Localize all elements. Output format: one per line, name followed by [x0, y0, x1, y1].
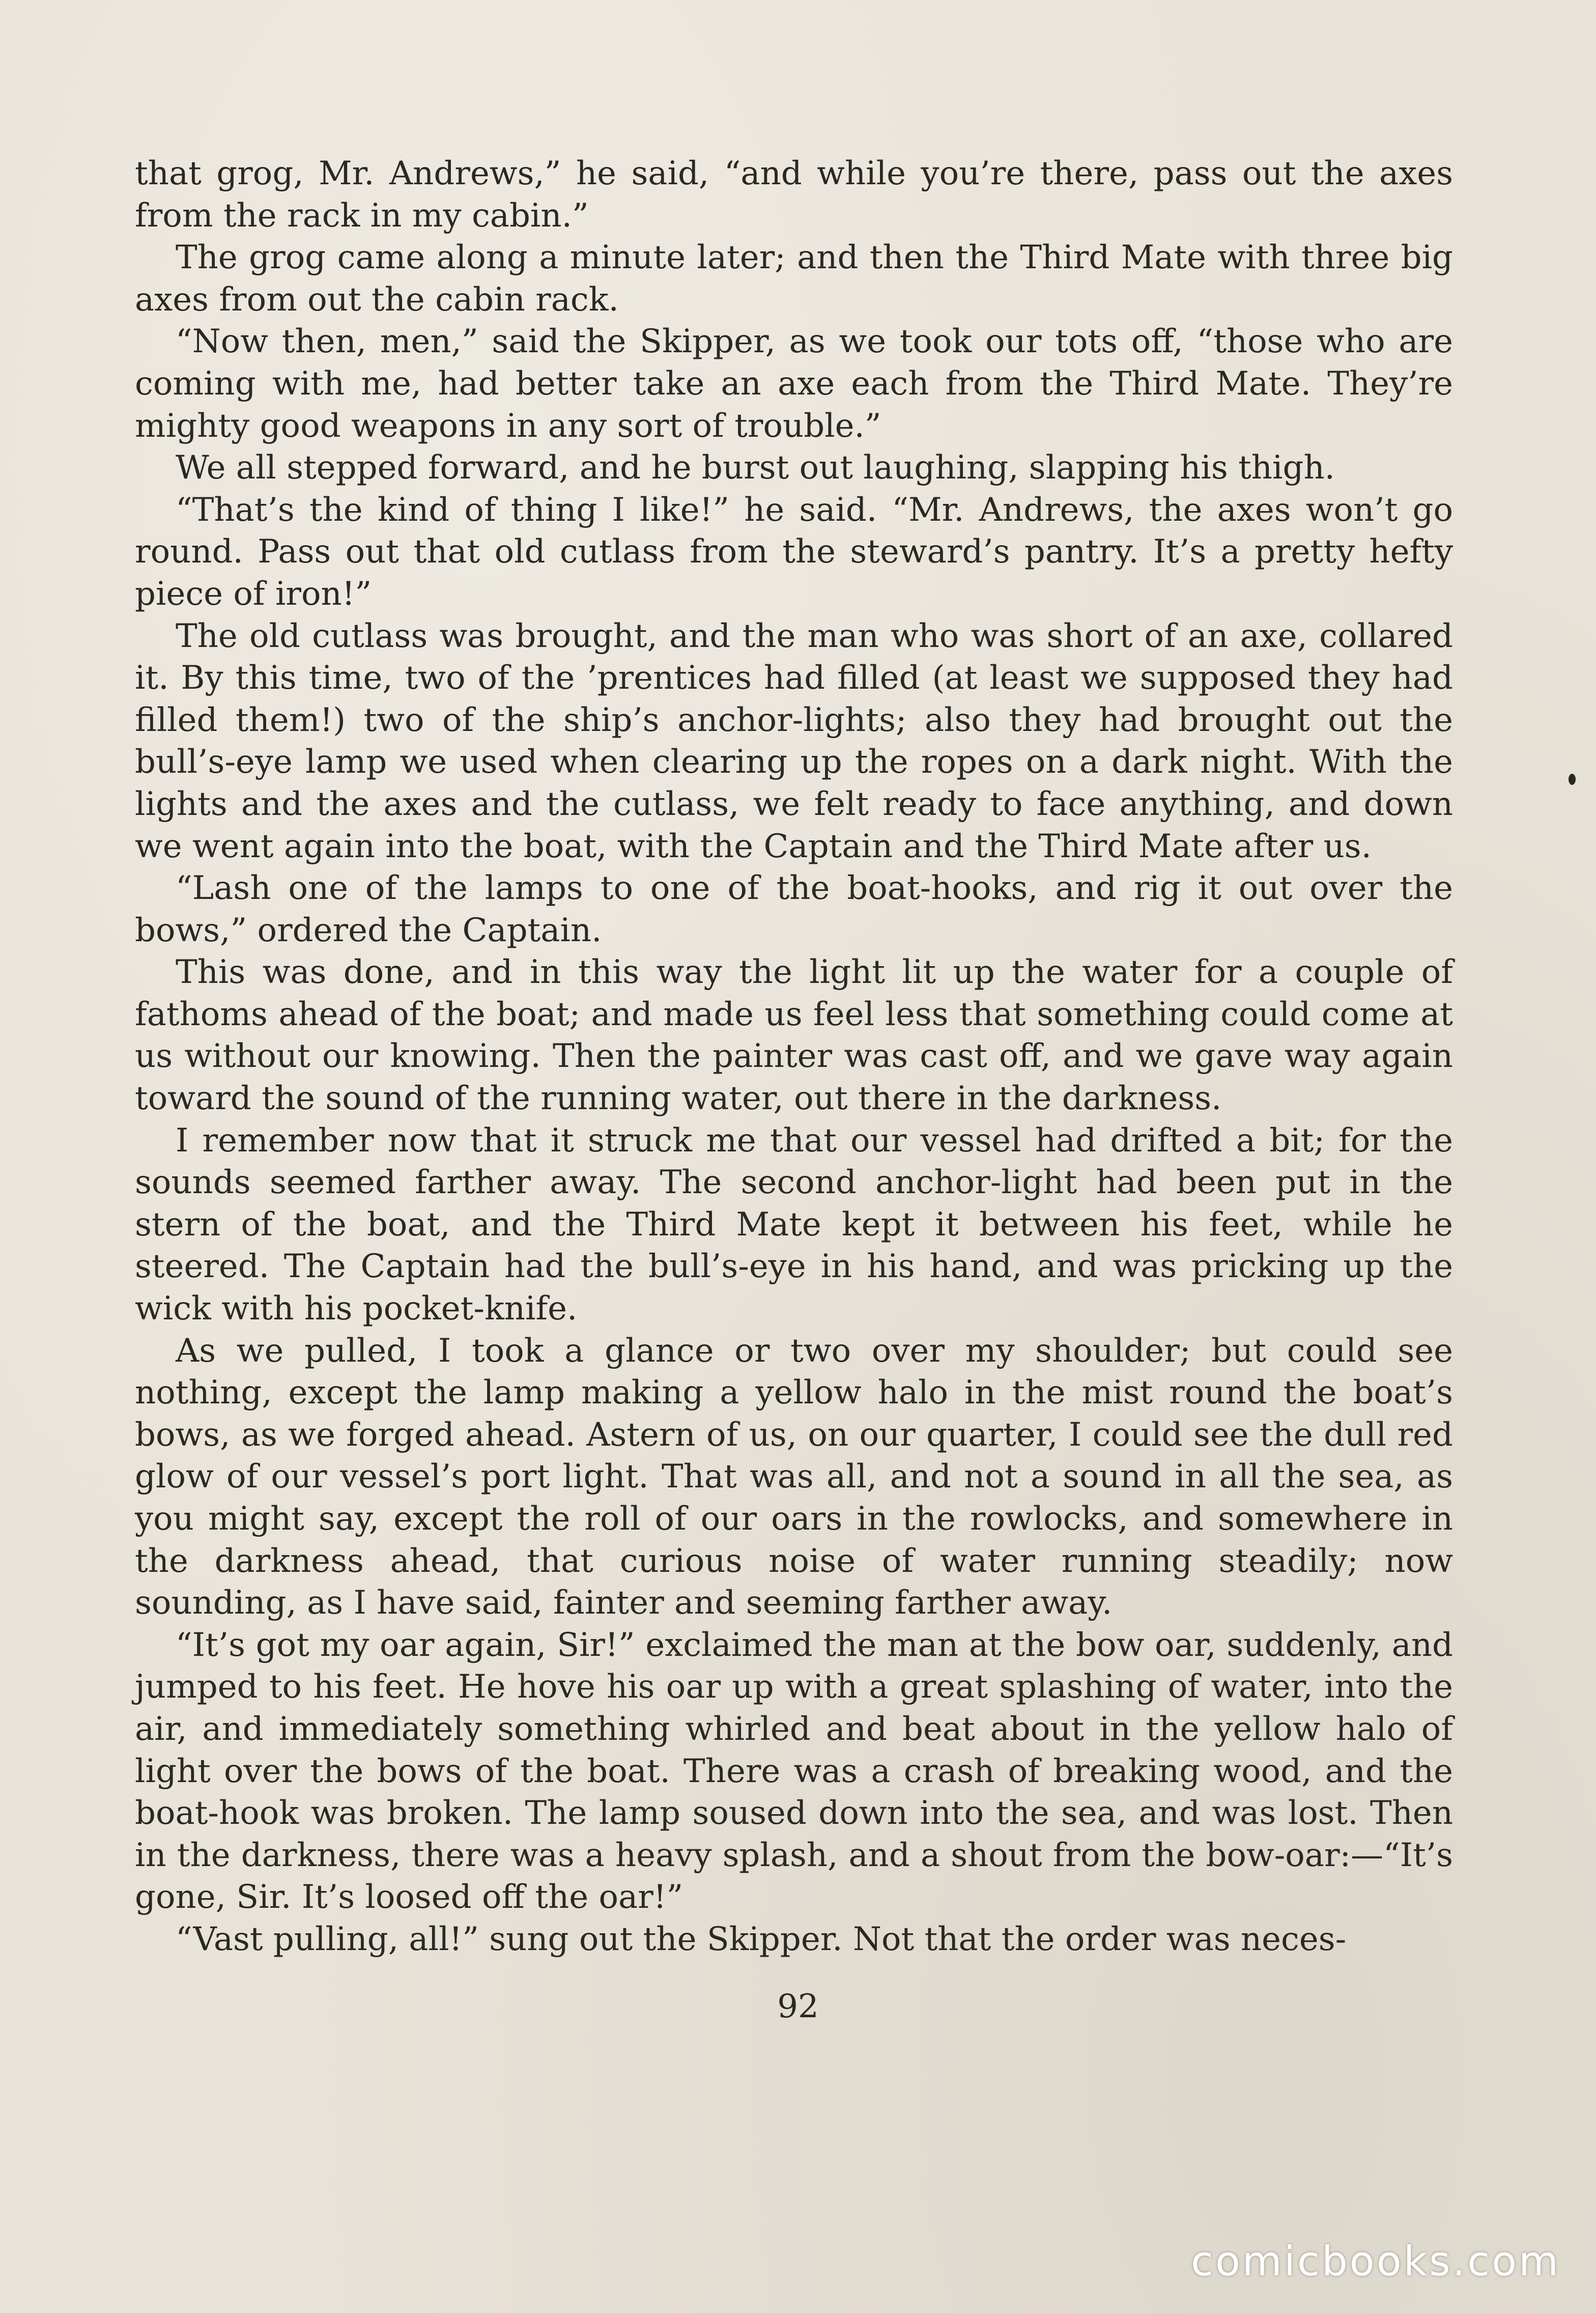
paragraph-5: “That’s the kind of thing I like!” he said. “Mr. Andrews, the axes won’t go round. Pass out that old cutlass from the steward’s pantry. It’s a pretty hefty piece of iron!”: [135, 491, 1453, 613]
paragraph-9: I remember now that it struck me that our vessel had drifted a bit; for the sounds seemed farther away. The second anchor-light had been put in the stern of the boat, and the Third Mate kept it between his feet, while he steered. The Captain had the bull’s-eye in his hand, and was pricking up the wick with his pocket-knife.: [135, 1121, 1453, 1328]
paragraph-11: “It’s got my oar again, Sir!” exclaimed the man at the bow oar, suddenly, and jumped to his feet. He hove his oar up with a great splashing of water, into the air, and immediately something whirled and beat about in the yellow halo of light over the bows of the boat. There was a crash of breaking wood, and the boat-hook was broken. The lamp soused down into the sea, and was lost. Then in the darkness, there was a heavy splash, and a shout from the bow-oar:—“It’s gone, Sir. It’s loosed off the oar!”: [135, 1626, 1453, 1916]
ink-spot: [1569, 774, 1576, 785]
paragraph-7: “Lash one of the lamps to one of the boat-hooks, and rig it out over the bows,” ordered the Captain.: [135, 869, 1453, 949]
paragraph-2: The grog came along a minute later; and then the Third Mate with three big axes from out the cabin rack.: [135, 239, 1453, 319]
paragraph-10: As we pulled, I took a glance or two over my shoulder; but could see nothing, except the lamp making a yellow halo in the mist round the boat’s bows, as we forged ahead. Astern of us, on our quarter, I could see the dull red glow of our vessel’s port light. That was all, and not a sound in all the sea, as you might say, except the roll of our oars in the rowlocks, and somewhere in the darkness ahead, that curious noise of water running steadily; now sounding, as I have said, fainter and seeming farther away.: [135, 1332, 1453, 1622]
paragraph-6: The old cutlass was brought, and the man who was short of an axe, collared it. By this time, two of the ’prentices had filled (at least we supposed they had filled them!) two of the ship’s anchor-lights; also they had brought out the bull’s-eye lamp we used when clearing up the ropes on a dark night. With the lights and the axes and the cutlass, we felt ready to face anything, and down we went again into the boat, with the Captain and the Third Mate after us.: [135, 617, 1453, 865]
paragraph-12: “Vast pulling, all!” sung out the Skipper. Not that the order was neces-: [176, 1920, 1347, 1958]
watermark: comicbooks.com: [1190, 2238, 1560, 2285]
paragraph-8: This was done, and in this way the light lit up the water for a couple of fathoms ahead of the boat; and made us feel less that something could come at us without our knowing. Then the painter was cast off, and we gave way again toward the sound of the running water, out there in the darkness.: [135, 953, 1453, 1118]
page-number: 92: [777, 1988, 819, 2025]
paragraph-4: We all stepped forward, and he burst out laughing, slapping his thigh.: [176, 449, 1335, 487]
body-text: [135, 153, 1453, 1961]
paragraph-3: “Now then, men,” said the Skipper, as we took our tots off, “those who are coming with me, had better take an axe each from the Third Mate. They’re mighty good weapons in any sort of trouble.”: [135, 323, 1453, 445]
paragraph-1: that grog, Mr. Andrews,” he said, “and while you’re there, pass out the axes from the rack in my cabin.”: [135, 155, 1453, 235]
